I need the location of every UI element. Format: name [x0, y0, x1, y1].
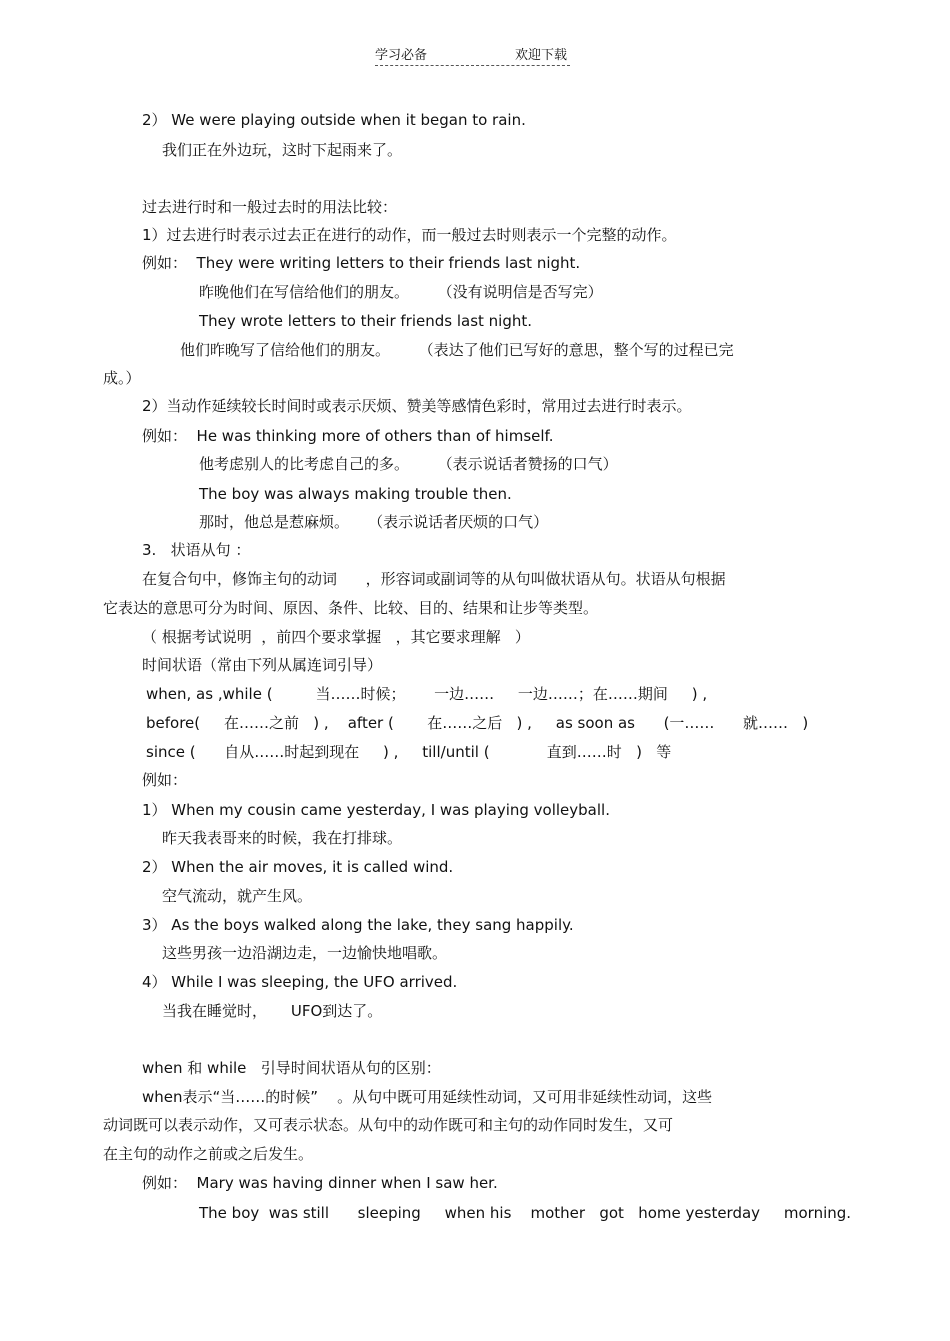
- text-line: 过去进行时和一般过去时的用法比较：: [142, 198, 398, 216]
- text-line: 例如： Mary was having dinner when I saw her.: [142, 1174, 498, 1192]
- text-line: 当我在睡觉时， UFO到达了。: [162, 1002, 383, 1020]
- text-line: 3） As the boys walked along the lake, they sang happily.: [142, 916, 574, 934]
- text-line: 他考虑别人的比考虑自己的多。 （表示说话者赞扬的口气）: [199, 455, 618, 473]
- text-line: 例如： He was thinking more of others than of himself.: [142, 427, 554, 445]
- text-line: They wrote letters to their friends last night.: [199, 312, 533, 330]
- text-line: 他们昨晚写了信给他们的朋友。 （表达了他们已写好的意思，整个写的过程已完: [180, 341, 734, 359]
- text-line: The boy was always making trouble then.: [199, 485, 512, 503]
- text-line: 2）当动作延续较长时间时或表示厌烦、赞美等感情色彩时，常用过去进行时表示。: [142, 397, 692, 415]
- text-line: 1） When my cousin came yesterday, I was playing volleyball.: [142, 801, 610, 819]
- text-line: when表示“当……的时候” 。从句中既可用延续性动词，又可用非延续性动词，这些: [142, 1088, 713, 1106]
- text-line: 成。）: [103, 369, 141, 387]
- text-line: （ 根据考试说明 ，前四个要求掌握 ，其它要求理解 ）: [142, 628, 530, 646]
- text-line: 这些男孩一边沿湖边走，一边愉快地唱歌。: [162, 944, 448, 962]
- text-line: 1）过去进行时表示过去正在进行的动作，而一般过去时则表示一个完整的动作。: [142, 226, 677, 244]
- text-line: 动词既可以表示动作，又可表示状态。从句中的动作既可和主句的动作同时发生，又可: [103, 1116, 674, 1134]
- text-line: 2） We were playing outside when it began to rain.: [142, 111, 526, 129]
- text-line: 在主句的动作之前或之后发生。: [103, 1145, 314, 1163]
- header-divider: [375, 65, 570, 66]
- text-line: when, as ,while ( 当……时候； 一边…… 一边……；在……期间 ) ,: [146, 685, 708, 703]
- text-line: 它表达的意思可分为时间、原因、条件、比较、目的、结果和让步等类型。: [103, 599, 599, 617]
- text-line: when 和 while 引导时间状语从句的区别：: [142, 1059, 441, 1077]
- text-line: 那时，他总是惹麻烦。 （表示说话者厌烦的口气）: [199, 513, 549, 531]
- text-line: 昨晚他们在写信给他们的朋友。 （没有说明信是否写完）: [199, 283, 603, 301]
- text-line: 例如： They were writing letters to their friends last night.: [142, 254, 581, 272]
- text-line: 空气流动，就产生风。: [162, 887, 313, 905]
- text-line: The boy was still sleeping when his mother got home yesterday morning.: [199, 1204, 852, 1222]
- text-line: 在复合句中，修饰主句的动词 ，形容词或副词等的从句叫做状语从句。状语从句根据: [142, 570, 726, 588]
- header-right: 欢迎下载: [515, 48, 568, 63]
- text-line: 2） When the air moves, it is called wind.: [142, 858, 454, 876]
- text-line: 我们正在外边玩，这时下起雨来了。: [162, 141, 403, 159]
- section-heading: 3. 状语从句 ：: [142, 541, 251, 559]
- text-line: 4） While I was sleeping, the UFO arrived.: [142, 973, 458, 991]
- text-line: 昨天我表哥来的时候，我在打排球。: [162, 829, 403, 847]
- text-line: since ( 自从……时起到现在 ) , till/until ( 直到……时 ) 等: [146, 743, 672, 761]
- header-left: 学习必备: [375, 48, 428, 63]
- text-line: before( 在……之前 ) , after ( 在……之后 ) , as soon as (一…… 就…… ): [146, 714, 809, 732]
- text-line: 时间状语（常由下列从属连词引导）: [142, 656, 383, 674]
- text-line: 例如：: [142, 771, 188, 789]
